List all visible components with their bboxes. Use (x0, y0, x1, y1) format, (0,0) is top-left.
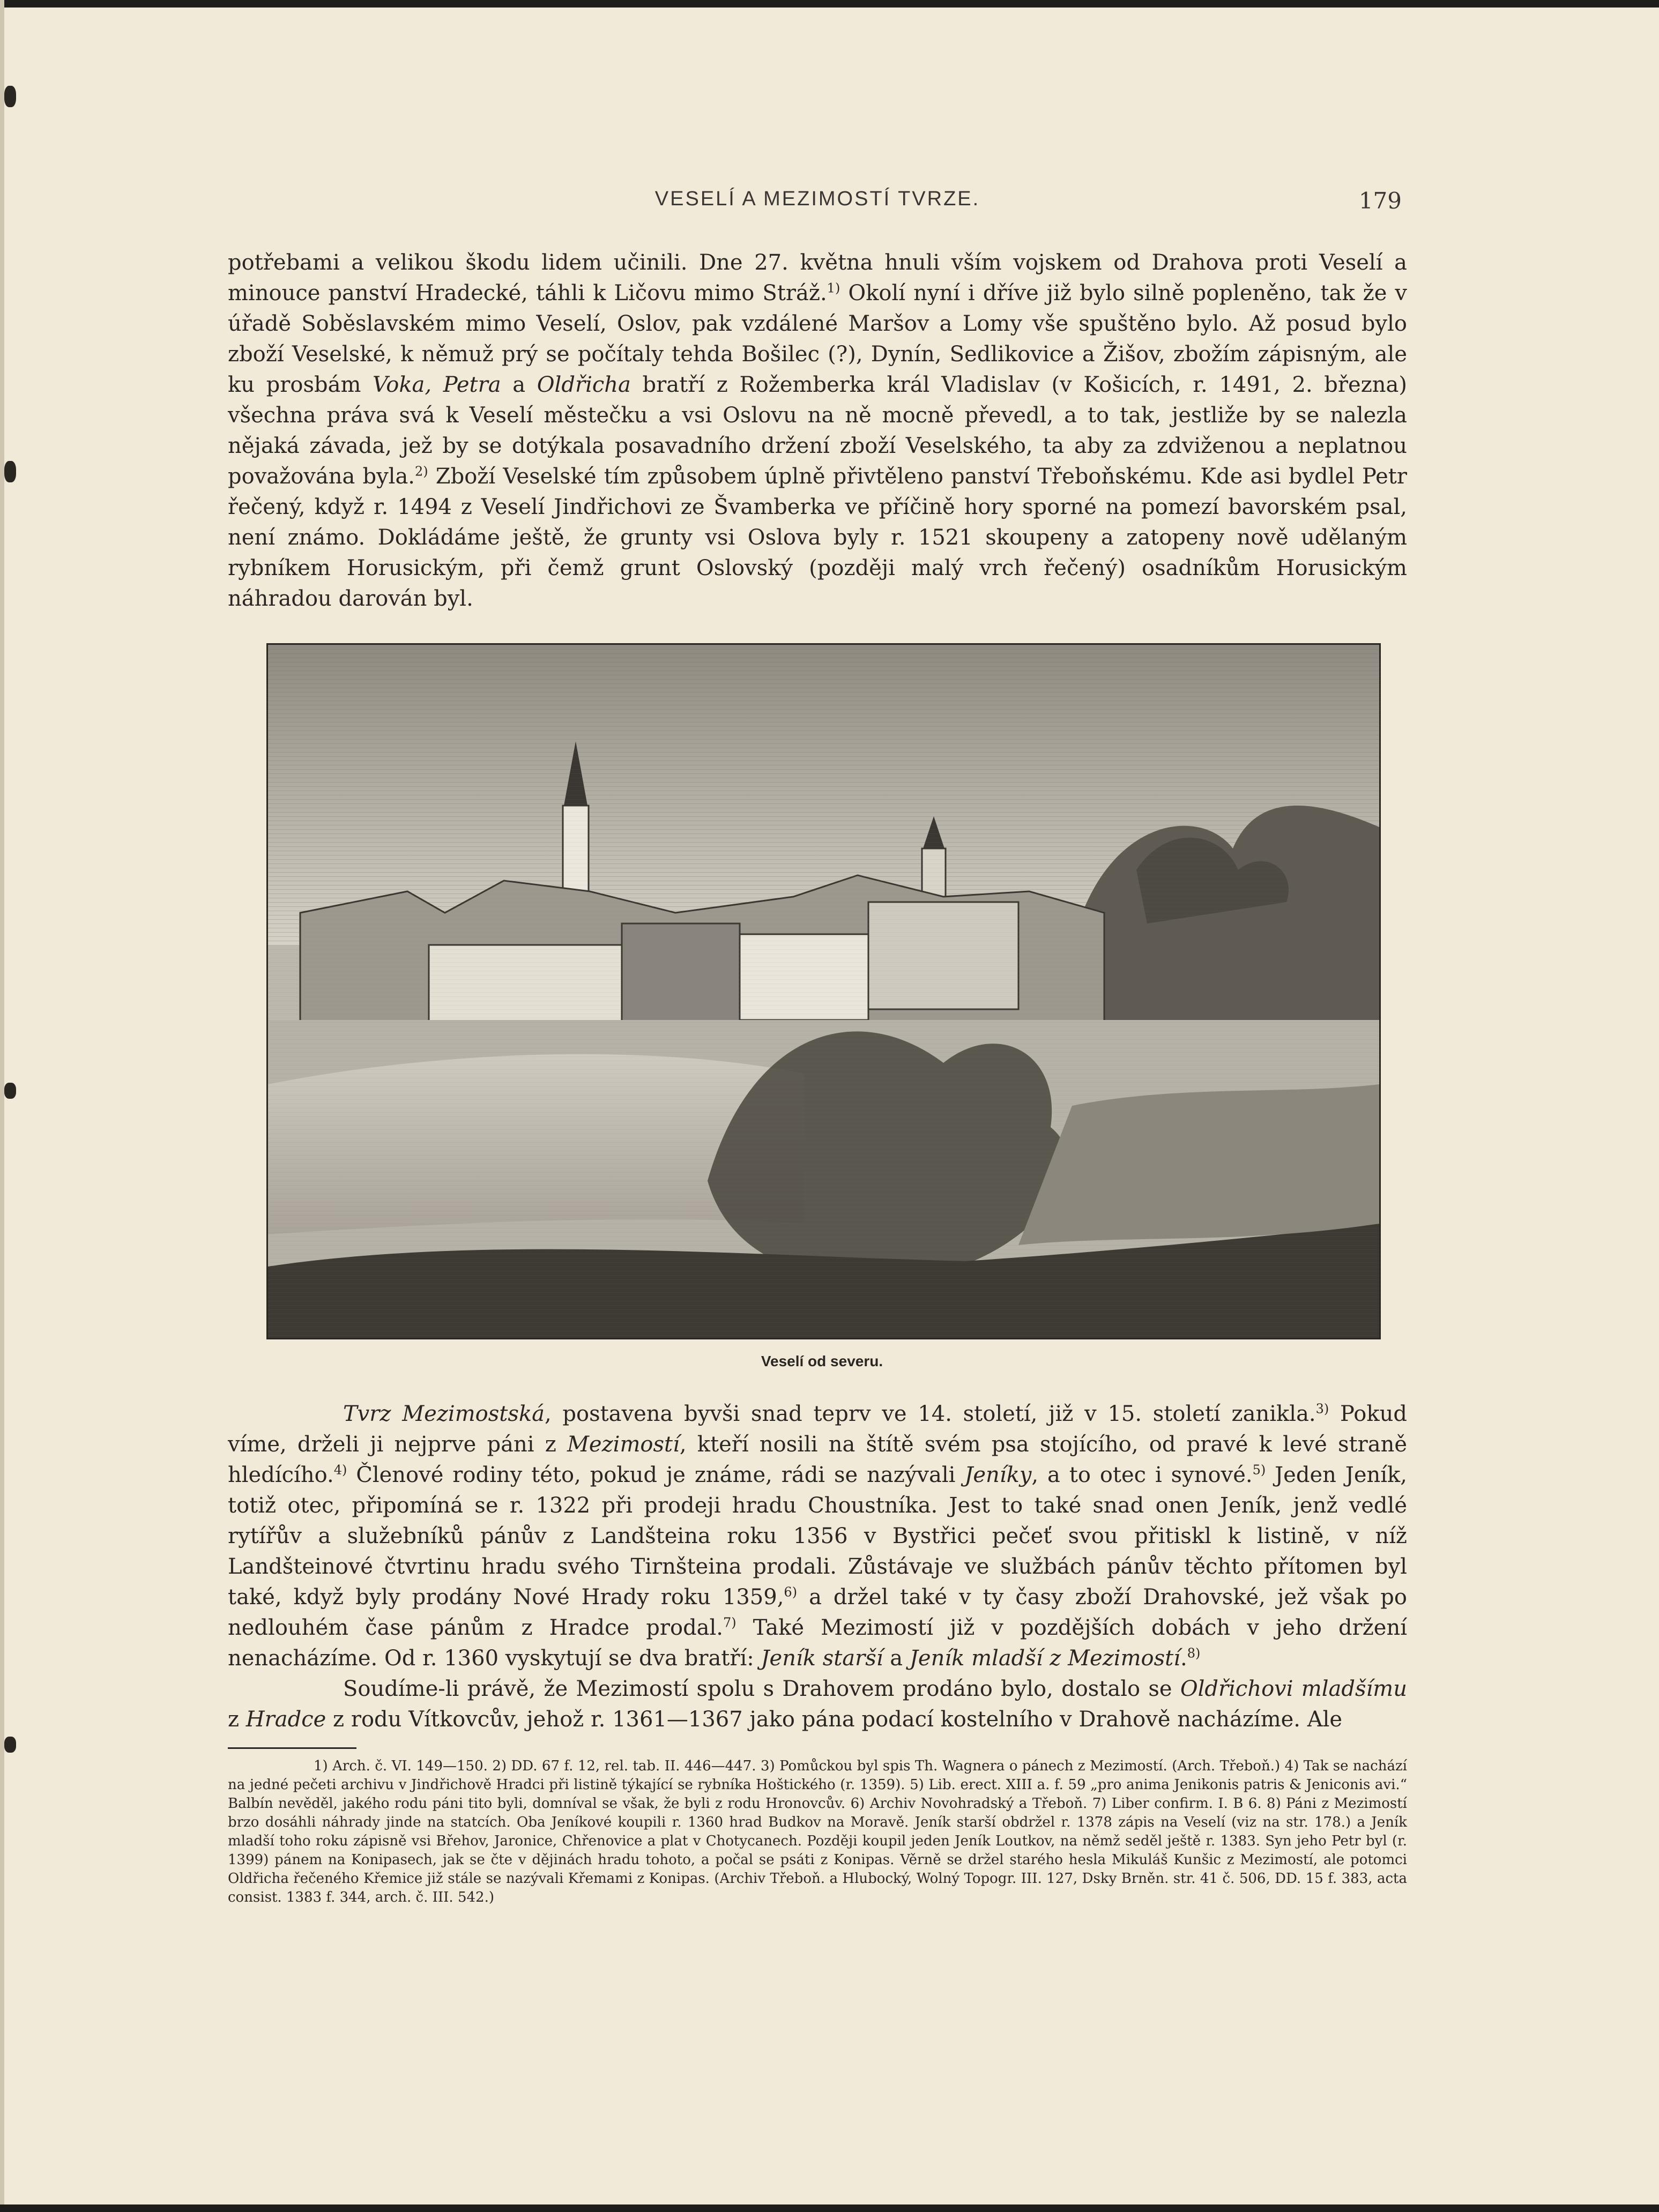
margin-mark (4, 461, 16, 482)
text-run: Zboží Veselské tím způsobem úplně přivtěleno panství Třeboňskému. Kde asi bydlel Petr řečený, když r. 1494 z Veselí Jindřichovi ze Švamberka ve příčině hory sporné na pomezí bavorském psal, není známo. Dokládáme ještě, že grunty vsi Oslova byly r. 1521 skoupeny a zatopeny nově udělaným rybníkem Horusickým, při čemž grunt Oslovský (později malý vrch řečený) osadníkům Horusickým náhradou darován byl. (228, 464, 1407, 611)
footnote-ref: 3) (1315, 1401, 1329, 1417)
text-run: , kteří nosili na štítě svém psa stojícího, od pravé k levé straně hledícího. (228, 1432, 1407, 1487)
footnote-ref: 5) (1252, 1462, 1266, 1478)
footnote-ref: 6) (784, 1584, 798, 1600)
scan-border-bottom (0, 2204, 1659, 2212)
footnotes (228, 1757, 1407, 1907)
footnote-ref: 8) (1187, 1645, 1201, 1661)
text-run: Také Mezimostí již v pozdějších dobách v jeho držení nenacházíme. Od r. 1360 vyskytují se dva bratří: (228, 1615, 1408, 1671)
footnote-ref: 1) (827, 280, 840, 296)
emphasis: Hradce (245, 1707, 326, 1732)
text-run: . (1180, 1646, 1187, 1671)
emphasis: Tvrz Mezimostská (343, 1402, 545, 1426)
footnote-text: 1) Arch. č. VI. 149—150. 2) DD. 67 f. 12, rel. tab. II. 446—447. 3) Pomůckou byl spis Th. Wagnera o pánech z Mezimostí. (Arch. Třeboň.) 4) Tak se nachází na jedné pečeti archivu v Jindřichově Hradci při listině týkající se rybníka Hoštického (r. 1359). 5) Lib. erect. XIII a. f. 59 „pro anima Jenikonis patris & Jeniconis avi.“ Balbín nevěděl, jakého rodu páni tito byli, domníval se však, že byli z rodu Hronovcův. 6) Archiv Novohradský a Třeboň. 7) Liber confirm. I. B 6. 8) Páni z Mezimostí brzo dosáhli náhrady jinde na statcích. Oba Jeníkové koupili r. 1360 hrad Budkov na Moravě. Jeník starší obdržel r. 1378 zápis na Veselí (viz na str. 178.) a Jeník mladší toho roku zápisně vsi Břehov, Jaronice, Chřenovice a plat v Chotycanech. Později koupil jeden Jeník Loutkov, na němž seděl ještě r. 1383. Syn jeho Petr byl (r. 1399) pánem na Konipasech, jak se čte v dějinách hradu tohoto, a počal se psáti z Konipas. Věrně se držel starého hesla Mikuláš Kunšic z Mezimostí, ale potomci Oldřicha řečeného Křemice již stále se nazývali Křemami z Konipas. (Archiv Třeboň. a Hlubocký, Wolný Topogr. III. 127, Dsky Brněn. str. 41 č. 506, DD. 15 f. 383, acta consist. 1383 f. 344, arch. č. III. 542.) (228, 1758, 1407, 1905)
text-run: Pokud víme, drželi ji nejprve páni z (228, 1402, 1407, 1457)
illustration-veseli (266, 643, 1381, 1339)
text-run: Členové rodiny této, pokud je známe, rádi se nazývali (347, 1463, 965, 1487)
text-run: Soudíme-li právě, že Mezimostí spolu s Drahovem prodáno bylo, dostalo se (343, 1677, 1180, 1701)
text-run: z rodu Vítkovcův, jehož r. 1361—1367 jako pána podací kostelního v Drahově nacházíme. Ale (326, 1707, 1343, 1732)
emphasis: Oldřicha (537, 373, 631, 397)
emphasis: Jeník starší (761, 1646, 883, 1671)
page-header (228, 188, 1407, 220)
figure-caption: Veselí od severu. (761, 1353, 883, 1369)
text-run: , a to otec i synové. (1031, 1463, 1253, 1487)
footnote-ref: 4) (333, 1462, 347, 1478)
text-run: a držel také v ty časy zboží Drahovské, jež však po nedlouhém čase pánům z Hradce prodal. (228, 1585, 1407, 1640)
text-run: bratří z Rožemberka král Vladislav (v Košicích, r. 1491, 2. března) všechna práva svá k Veselí městečku a vsi Oslovu na ně mocně převedl, a to tak, jestliže by se nalezla nějaká závada, jež by se dotýkala posavadního držení zboží Veselského, ta aby za zdviženou a neplatnou považována byla. (228, 373, 1407, 489)
paragraph (228, 1674, 1407, 1735)
text-run: , postavena byvši snad teprv ve 14. století, již v 15. století zanikla. (544, 1402, 1316, 1426)
margin-mark (4, 1737, 16, 1753)
emphasis: Jeník mladší z Mezimostí (909, 1646, 1180, 1671)
emphasis: Mezimostí (567, 1432, 680, 1457)
running-title: VESELÍ A MEZIMOSTÍ TVRZE. (654, 188, 980, 210)
text-run: Okolí nyní i dříve již bylo silně popleněno, tak že v úřadě Soběslavském mimo Veselí, Oslov, pak vzdálené Maršov a Lomy vše spuštěno bylo. Až posud bylo zboží Veselské, k němuž prý se počítaly tehda Bošilec (?), Dynín, Sedlikovice a Žišov, zbožím zápisným, ale ku prosbám (228, 281, 1407, 397)
scan-border-top (0, 0, 1659, 8)
footnote-separator (228, 1747, 356, 1749)
text-run: z (228, 1707, 246, 1732)
body-text-bottom (228, 1399, 1407, 1735)
text-run: potřebami a velikou škodu lidem učinili. Dne 27. května hnuli vším vojskem od Drahova proti Veselí a minouce panství Hradecké, táhli k Ličovu mimo Stráž. (228, 250, 1407, 306)
emphasis: Oldřichovi mladšímu (1180, 1677, 1407, 1701)
footnote-ref: 2) (415, 464, 428, 479)
engraving (268, 645, 1379, 1338)
text-run: a (883, 1646, 910, 1671)
body-text-top (228, 248, 1407, 614)
margin-mark (4, 1083, 16, 1099)
text-run: Jeden Jeník, totiž otec, připomíná se r. 1322 při prodeji hradu Choustníka. Jest to také snad onen Jeník, jenž vedlé rytířův a služebníků pánův z Landšteina roku 1356 v Bystřici pečeť svou přitiskl k listině, v níž Landšteinové čtvrtinu hradu svého Tirnšteina prodali. Zůstávaje ve službách pánův těchto přítomen byl také, když byly prodány Nové Hrady roku 1359, (228, 1463, 1408, 1610)
margin-mark (4, 86, 16, 107)
emphasis: Jeníky (964, 1463, 1032, 1487)
scan-border-left (0, 0, 4, 2212)
paragraph (228, 1399, 1407, 1674)
footnote-ref: 7) (723, 1615, 736, 1630)
page-number: 179 (1358, 188, 1402, 214)
emphasis: Voka, Petra (373, 373, 501, 397)
text-run: a (501, 373, 537, 397)
paragraph (228, 248, 1407, 614)
